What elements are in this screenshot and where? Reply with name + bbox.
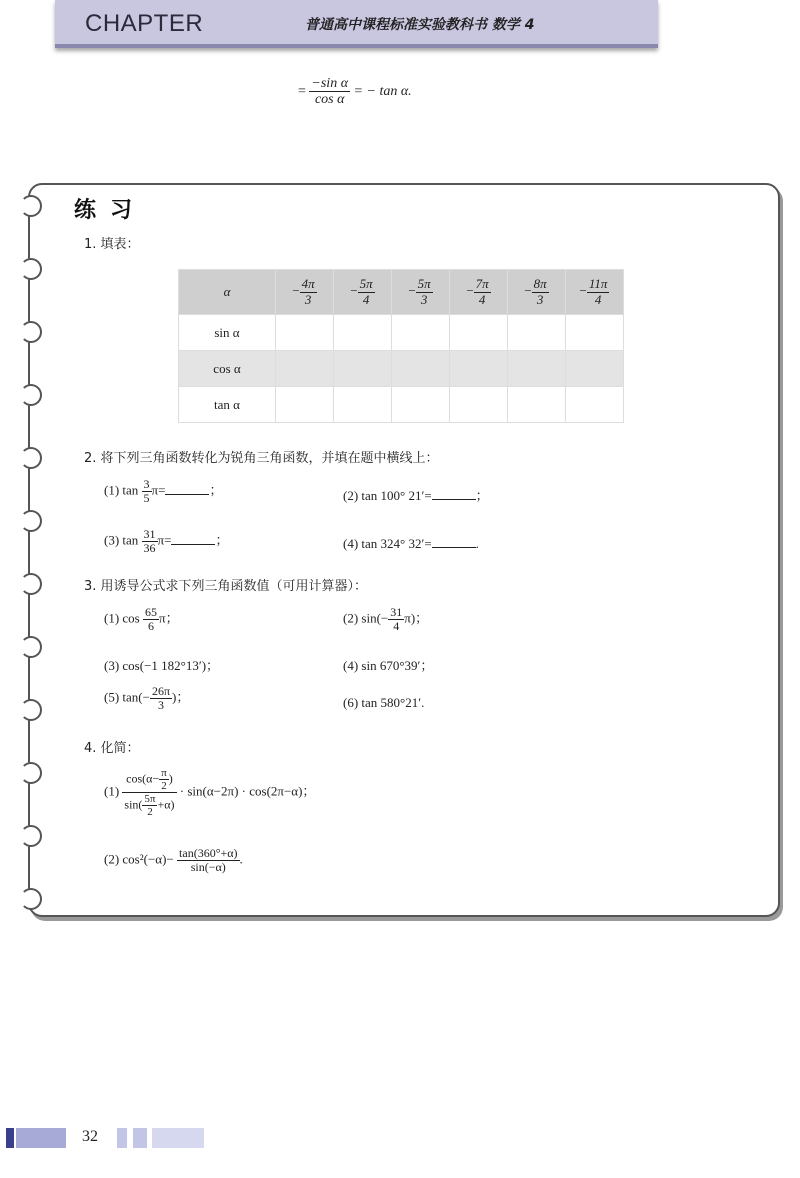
q3-item-3: (3) cos(−1 182°13′)；	[104, 658, 220, 673]
table-cell	[566, 351, 624, 387]
answer-blank	[432, 487, 476, 500]
table-row	[179, 351, 624, 387]
fraction	[309, 76, 350, 108]
table-cell	[392, 351, 450, 387]
numerator: −sin α	[311, 76, 349, 91]
chapter-label: CHAPTER	[85, 10, 204, 37]
footer-bar-dark	[6, 1128, 14, 1148]
table-cell	[334, 315, 392, 351]
q3-item-4: (4) sin 670°39′；	[343, 658, 434, 673]
binder-ring	[20, 888, 42, 910]
binder-ring	[20, 384, 42, 406]
table-cell	[566, 387, 624, 423]
table-cell	[276, 387, 334, 423]
table-cell	[334, 351, 392, 387]
q4-item-1: (1) cos(α− $\frac{\pi}{2}$ ) sin( $\frac{5\pi}{2}$ +α) · sin(α−2π) · cos(2π−α)；	[104, 767, 316, 819]
footer-bar	[117, 1128, 127, 1148]
binder-ring	[20, 447, 42, 469]
binder-ring	[20, 195, 42, 217]
angle-header: − $\frac{4\pi}{3}$	[276, 270, 334, 315]
table-cell	[450, 351, 508, 387]
footer-bar	[152, 1128, 204, 1148]
table-cell	[450, 387, 508, 423]
table-cell	[334, 387, 392, 423]
table-cell	[276, 351, 334, 387]
answer-blank	[171, 532, 215, 545]
q3-item-2: (2) sin(− $\frac{31}{4}$ π)；	[343, 605, 429, 634]
question-1-label: 1. 填表：	[84, 237, 140, 252]
top-formula	[298, 76, 412, 108]
angle-header: − $\frac{5\pi}{3}$	[392, 270, 450, 315]
table-cell	[276, 315, 334, 351]
equals-sign: =	[298, 84, 306, 100]
q4-item-2: (2) cos²(−α)− $\frac{\tan(360^\circ+\alpha)}{\sin(-\alpha)}$ .	[104, 846, 243, 875]
binder-ring	[20, 321, 42, 343]
question-3-label: 3. 用诱导公式求下列三角函数值（可用计算器）：	[84, 579, 368, 594]
table-header-row	[179, 270, 624, 315]
binder-ring	[20, 762, 42, 784]
angle-header: − $\frac{7\pi}{4}$	[450, 270, 508, 315]
exercise-box	[28, 183, 780, 917]
row-label: cos α	[179, 351, 276, 387]
q2-item-2: (2) tan 100° 21′= ；	[343, 488, 489, 503]
table-cell	[392, 387, 450, 423]
table-cell	[566, 315, 624, 351]
q3-item-6: (6) tan 580°21′.	[343, 695, 425, 710]
book-title: 普通高中课程标准实验教科书 数学 4	[305, 17, 535, 33]
answer-blank	[165, 482, 209, 495]
table-cell	[508, 351, 566, 387]
table-cell	[392, 315, 450, 351]
binder-ring	[20, 258, 42, 280]
angle-header: − $\frac{5\pi}{4}$	[334, 270, 392, 315]
table-cell	[450, 315, 508, 351]
angle-header: − $\frac{8\pi}{3}$	[508, 270, 566, 315]
question-2-label: 2. 将下列三角函数转化为锐角三角函数，并填在题中横线上：	[84, 451, 439, 466]
q2-item-3: (3) tan $\frac{31}{36}$ π= ；	[104, 527, 229, 556]
q3-item-5: (5) tan(− $\frac{26\pi}{3}$ )；	[104, 684, 190, 713]
table-row	[179, 387, 624, 423]
table-cell	[508, 315, 566, 351]
table-row	[179, 315, 624, 351]
footer-bar	[133, 1128, 147, 1148]
trig-table	[178, 269, 624, 423]
formula-rest: = − tan α.	[353, 84, 412, 100]
footer-bar	[16, 1128, 66, 1148]
q3-item-1: (1) cos $\frac{65}{6}$ π；	[104, 605, 179, 634]
binder-ring	[20, 573, 42, 595]
binder-ring	[20, 636, 42, 658]
binder-ring	[20, 510, 42, 532]
angle-header: − $\frac{11\pi}{4}$	[566, 270, 624, 315]
alpha-header: α	[179, 270, 276, 315]
binder-ring	[20, 825, 42, 847]
question-4-label: 4. 化简：	[84, 741, 140, 756]
table-cell	[508, 387, 566, 423]
page-number: 32	[82, 1128, 98, 1145]
q2-item-1: (1) tan $\frac{3}{5}$ π= ；	[104, 477, 223, 506]
row-label: tan α	[179, 387, 276, 423]
answer-blank	[432, 535, 476, 548]
exercise-title: 练习	[74, 198, 147, 223]
q2-item-4: (4) tan 324° 32′= .	[343, 536, 479, 551]
binder-ring	[20, 699, 42, 721]
denominator: cos α	[314, 92, 345, 108]
row-label: sin α	[179, 315, 276, 351]
